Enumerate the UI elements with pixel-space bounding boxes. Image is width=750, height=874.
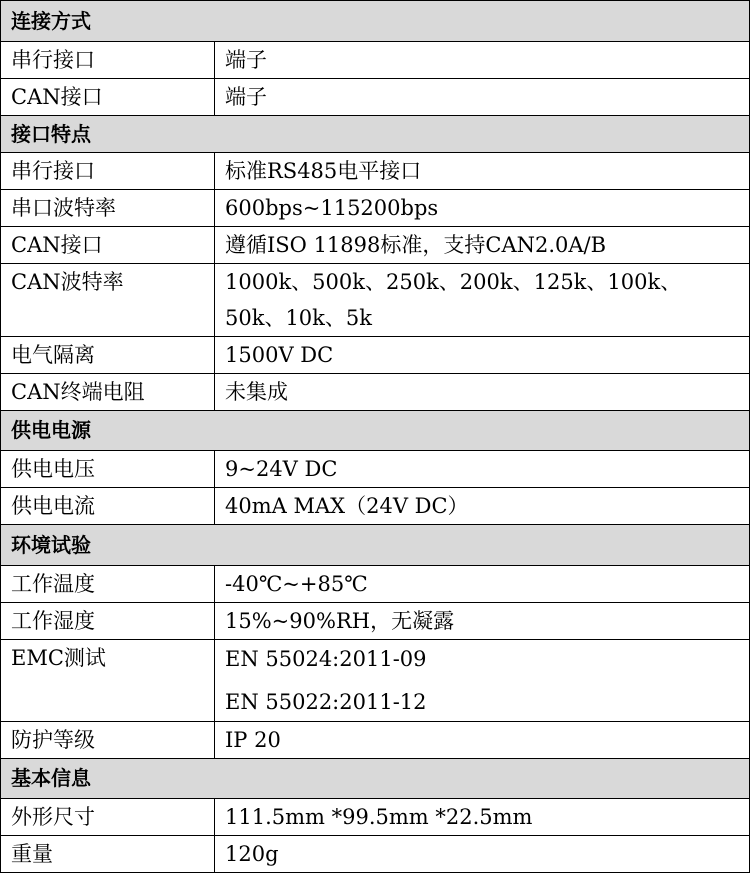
table-row [1,153,750,190]
value-line: 50k、10k、5k [225,306,372,330]
section-header-power [1,411,750,451]
table-row [1,42,750,79]
table-row [1,79,750,116]
row-label: 工作温度 [1,566,215,603]
row-value: 端子 [215,42,750,79]
row-value: 111.5mm *99.5mm *22.5mm [215,799,750,836]
row-label: CAN接口 [1,227,215,264]
table-row [1,722,750,759]
table-row [1,836,750,873]
row-value: IP 20 [215,722,750,759]
table-row [1,799,750,836]
row-value: 未集成 [215,374,750,411]
row-value: 端子 [215,79,750,116]
row-value: 标准RS485电平接口 [215,153,750,190]
row-label: 串口波特率 [1,190,215,227]
value-line: 1000k、500k、250k、200k、125k、100k、 [225,270,682,294]
table-row [1,374,750,411]
row-label: 串行接口 [1,153,215,190]
row-label: 重量 [1,836,215,873]
row-label: 供电电流 [1,488,215,525]
value-line: EN 55022:2011-12 [225,690,427,714]
row-value: 15%~90%RH，无凝露 [215,603,750,640]
table-row [1,488,750,525]
row-label: 防护等级 [1,722,215,759]
section-title: 环境试验 [1,525,750,566]
row-value: 9~24V DC [215,451,750,488]
table-row [1,566,750,603]
row-value-multiline [215,264,750,337]
row-label: 供电电压 [1,451,215,488]
table-row [1,451,750,488]
row-label: 串行接口 [1,42,215,79]
row-value: 600bps~115200bps [215,190,750,227]
section-title: 连接方式 [1,1,750,42]
row-value-multiline [215,640,750,722]
table-row [1,603,750,640]
section-header-interface [1,116,750,153]
section-title: 供电电源 [1,411,750,451]
table-row [1,337,750,374]
row-label: 电气隔离 [1,337,215,374]
table-row [1,264,750,337]
section-title: 基本信息 [1,759,750,799]
section-header-connection [1,1,750,42]
row-label: 工作湿度 [1,603,215,640]
row-value: 遵循ISO 11898标准，支持CAN2.0A/B [215,227,750,264]
table-row [1,640,750,722]
row-value: 120g [215,836,750,873]
section-title: 接口特点 [1,116,750,153]
row-label: CAN终端电阻 [1,374,215,411]
row-label: 外形尺寸 [1,799,215,836]
row-label: CAN波特率 [1,264,215,337]
table-row [1,227,750,264]
section-header-basic-info [1,759,750,799]
value-line: EN 55024:2011-09 [225,647,427,671]
row-label: CAN接口 [1,79,215,116]
row-value: 1500V DC [215,337,750,374]
row-value: -40℃~+85℃ [215,566,750,603]
row-label: EMC测试 [1,640,215,722]
row-value: 40mA MAX（24V DC） [215,488,750,525]
table-row [1,190,750,227]
section-header-environment [1,525,750,566]
